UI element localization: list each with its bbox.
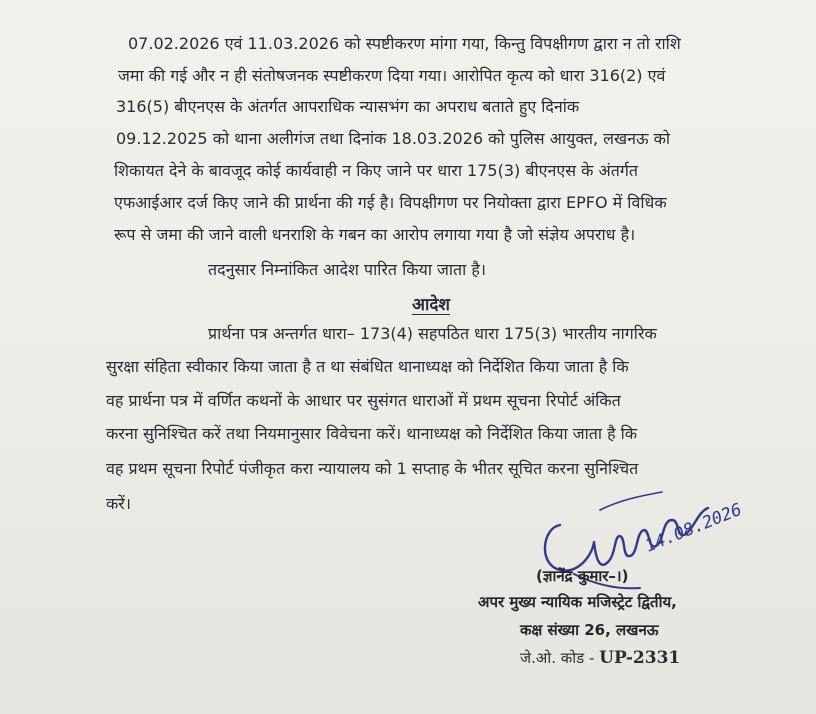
- jo-code-value: UP-2331: [599, 648, 681, 668]
- body-line-5: शिकायत देने के बावजूद कोई कार्यवाही न किए जाने पर धारा 175(3) बीएनएस के अंतर्गत: [114, 161, 638, 180]
- signatory-name: (ज्ञानेंद्र कुमार–।): [536, 567, 629, 585]
- body-line-6: एफआईआर दर्ज किए जाने की प्रार्थना की गई है। विपक्षीगण पर नियोक्ता द्वारा EPFO में विधिक: [114, 193, 667, 212]
- body-line-4: 09.12.2025 को थाना अलीगंज तथा दिनांक 18.03.2026 को पुलिस आयुक्त, लखनऊ को: [116, 129, 671, 148]
- order-line-4: करना सुनिश्चित करें तथा नियमानुसार विवेचना करें। थानाध्यक्ष को निर्देशित किया जाता है कि: [106, 424, 638, 443]
- order-line-2: सुरक्षा संहिता स्वीकार किया जाता है त था संबंधित थानाध्यक्ष को निर्देशित किया जाता है कि: [106, 357, 629, 376]
- order-line-1: प्रार्थना पत्र अन्तर्गत धारा– 173(4) सहपठित धारा 175(3) भारतीय नागरिक: [208, 324, 657, 343]
- body-line-3: 316(5) बीएनएस के अंतर्गत आपराधिक न्यासभंग का अपराध बताते हुए दिनांक: [116, 97, 580, 116]
- handwritten-date: 14.08.2026: [642, 499, 745, 557]
- body-line-1: 07.02.2026 एवं 11.03.2026 को स्पष्टीकरण मांगा गया, किन्तु विपक्षीगण द्वारा न तो राशि: [128, 34, 681, 53]
- order-line-6: करें।: [106, 494, 131, 513]
- jo-code-label: जे.ओ. कोड -: [520, 649, 595, 667]
- order-line-5: वह प्रथम सूचना रिपोर्ट पंजीकृत करा न्यायालय को 1 सप्ताह के भीतर सूचित करना सुनिश्चित: [106, 459, 639, 478]
- order-line-3: वह प्रार्थना पत्र में वर्णित कथनों के आधार पर सुसंगत धाराओं में प्रथम सूचना रिपोर्ट अंकित: [106, 391, 621, 410]
- body-line-7: रूप से जमा की जाने वाली धनराशि के गबन का आरोप लगाया गया है जो संज्ञेय अपराध है।: [114, 225, 636, 244]
- body-line-2: जमा की गई और न ही संतोषजनक स्पष्टीकरण दिया गया। आरोपित कृत्य को धारा 316(2) एवं: [118, 66, 666, 85]
- body-line-8: तदनुसार निम्नांकित आदेश पारित किया जाता है।: [208, 260, 486, 279]
- order-heading: आदेश: [412, 295, 450, 315]
- signatory-designation: अपर मुख्य न्यायिक मजिस्ट्रेट द्वितीय,: [478, 593, 677, 611]
- jo-code: [520, 648, 680, 668]
- court-room: कक्ष संख्या 26, लखनऊ: [520, 621, 659, 639]
